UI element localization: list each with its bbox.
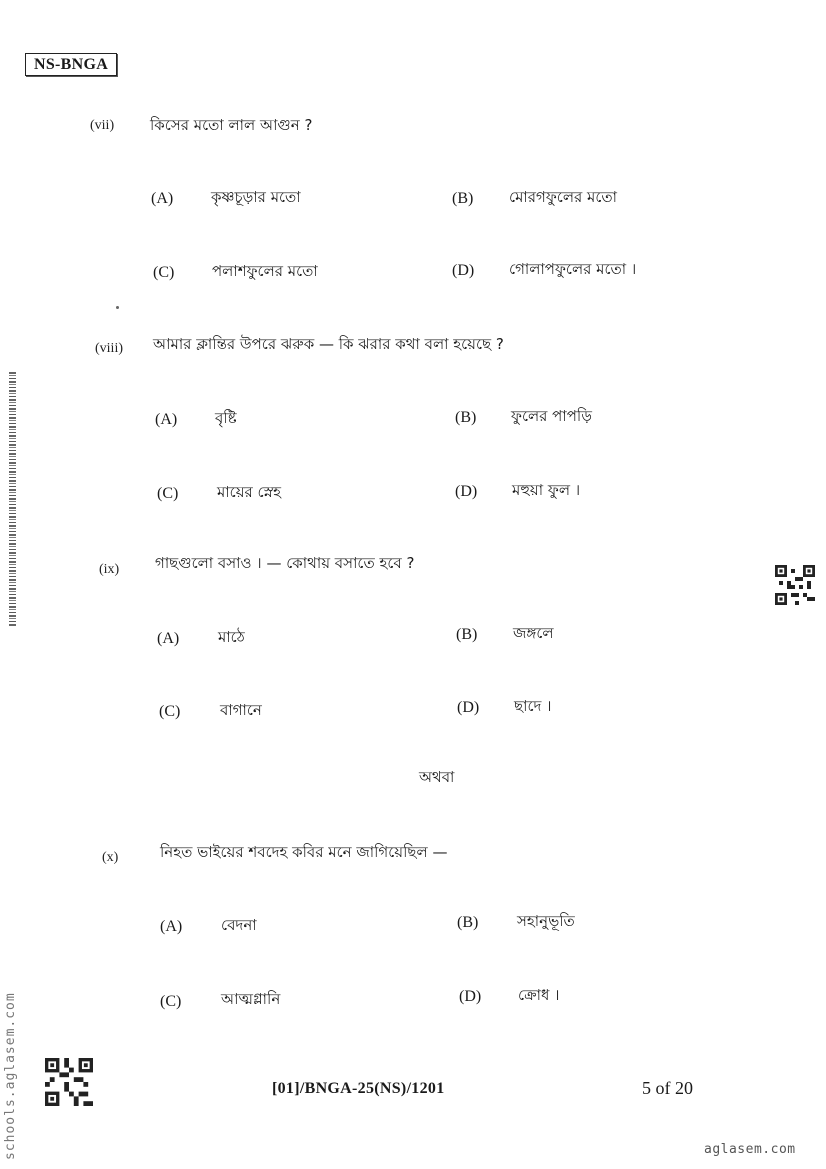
option-text: ফুলের পাপড়ি: [511, 407, 592, 425]
option-text: ক্রোধ ।: [518, 986, 560, 1004]
side-barcode: [9, 372, 16, 627]
option-letter: (A): [155, 411, 178, 428]
option-letter: (B): [452, 190, 474, 207]
bottom-watermark: aglasem.com: [704, 1142, 796, 1157]
option-letter: (C): [160, 993, 182, 1010]
option-letter: (B): [456, 626, 478, 643]
question-number: (ix): [99, 562, 120, 577]
qr-code-bottom-left: [45, 1058, 93, 1106]
option-letter: (C): [159, 703, 181, 720]
question-number: (vii): [90, 118, 115, 133]
option-letter: (B): [455, 409, 477, 426]
question-number: (x): [102, 850, 119, 865]
option-text: আত্মগ্লানি: [221, 990, 281, 1008]
option-letter: (D): [457, 699, 480, 716]
option-text: মাঠে: [218, 628, 245, 646]
question-number: (viii): [95, 341, 123, 356]
option-letter: (A): [157, 630, 180, 647]
option-letter: (D): [459, 988, 482, 1005]
option-text: গোলাপফুলের মতো ।: [509, 260, 637, 278]
option-letter: (C): [157, 485, 179, 502]
page-number: 5 of 20: [642, 1078, 693, 1098]
option-text: কৃষ্ণচূড়ার মতো: [211, 188, 301, 206]
option-text: মহুয়া ফুল ।: [512, 481, 581, 499]
option-text: মোরগফুলের মতো: [509, 188, 617, 206]
option-letter: (A): [160, 918, 183, 935]
option-text: বৃষ্টি: [215, 409, 237, 427]
option-text: ছাদে ।: [514, 697, 552, 715]
question-text: আমার ক্লান্তির উপরে ঝরুক — কি ঝরার কথা বলা হয়েছে ?: [153, 335, 504, 353]
question-text: কিসের মতো লাল আগুন ?: [150, 116, 313, 134]
option-letter: (C): [153, 264, 175, 281]
or-heading: অথবা: [419, 768, 455, 786]
option-letter: (D): [455, 483, 478, 500]
option-letter: (A): [151, 190, 174, 207]
option-text: পলাশফুলের মতো: [212, 262, 318, 280]
side-watermark: schools.aglasem.com: [3, 992, 18, 1160]
question-text: নিহত ভাইয়ের শবদেহ কবির মনে জাগিয়েছিল —: [160, 843, 448, 861]
option-text: মায়ের স্নেহ: [217, 483, 282, 501]
option-text: বাগানে: [220, 701, 262, 719]
footer-paper-code: [01]/BNGA-25(NS)/1201: [272, 1080, 445, 1097]
option-text: জঙ্গলে: [513, 624, 554, 642]
option-letter: (B): [457, 914, 479, 931]
scan-dot: [116, 306, 119, 309]
paper-code-box: NS-BNGA: [25, 53, 117, 76]
option-letter: (D): [452, 262, 475, 279]
qr-code-right: [775, 565, 815, 605]
option-text: বেদনা: [221, 916, 257, 934]
question-text: গাছগুলো বসাও । — কোথায় বসাতে হবে ?: [155, 554, 415, 572]
option-text: সহানুভূতি: [517, 912, 575, 930]
